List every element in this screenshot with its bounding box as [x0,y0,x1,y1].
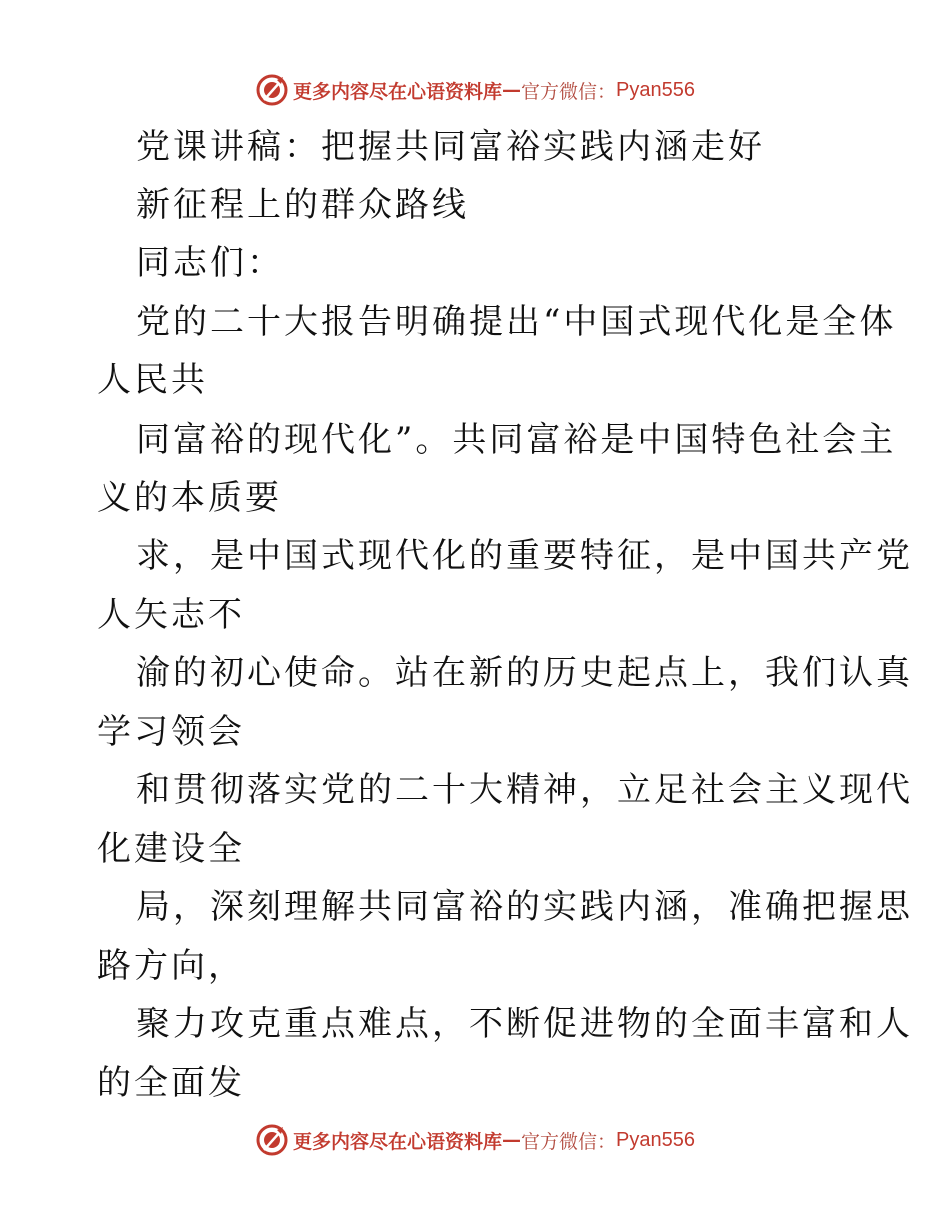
watermark-wechat-id: Pyan556 [616,1128,695,1151]
body-line: 化建设全 [97,829,245,869]
watermark-dash: — [502,1129,522,1151]
body-line: 路方向， [97,946,245,986]
body-line: 和贯彻落实党的二十大精神，立足社会主义现代 [136,770,913,810]
watermark-wechat-label: 官方微信： [521,1130,617,1153]
body-line: 渝的初心使命。站在新的历史起点上，我们认真 [136,653,913,693]
watermark-text: 更多内容尽在心语资料库 [293,1130,503,1153]
watermark-wechat-id: Pyan556 [616,78,695,101]
body-line: 局，深刻理解共同富裕的实践内涵，准确把握思 [136,887,913,927]
watermark-dash: — [502,79,522,101]
watermark-text: 更多内容尽在心语资料库 [293,80,503,103]
body-line: 的全面发 [97,1063,245,1103]
body-line: 义的本质要 [97,478,282,518]
body-line: 聚力攻克重点难点，不断促进物的全面丰富和人 [136,1004,913,1044]
body-line: 求，是中国式现代化的重要特征，是中国共产党 [136,536,913,576]
pen-seal-logo-icon [255,1123,289,1157]
body-line: 同富裕的现代化”。共同富裕是中国特色社会主 [136,420,897,460]
title-line-1: 党课讲稿：把握共同富裕实践内涵走好 [136,127,765,167]
body-line: 人矢志不 [97,595,245,635]
body-line: 党的二十大报告明确提出“中国式现代化是全体 [136,302,897,342]
footer-watermark [0,1120,950,1160]
body-line: 学习领会 [97,712,245,752]
salutation: 同志们： [136,243,284,283]
body-line: 人民共 [97,360,208,400]
watermark-wechat-label: 官方微信： [521,80,617,103]
title-line-2: 新征程上的群众路线 [136,185,469,225]
